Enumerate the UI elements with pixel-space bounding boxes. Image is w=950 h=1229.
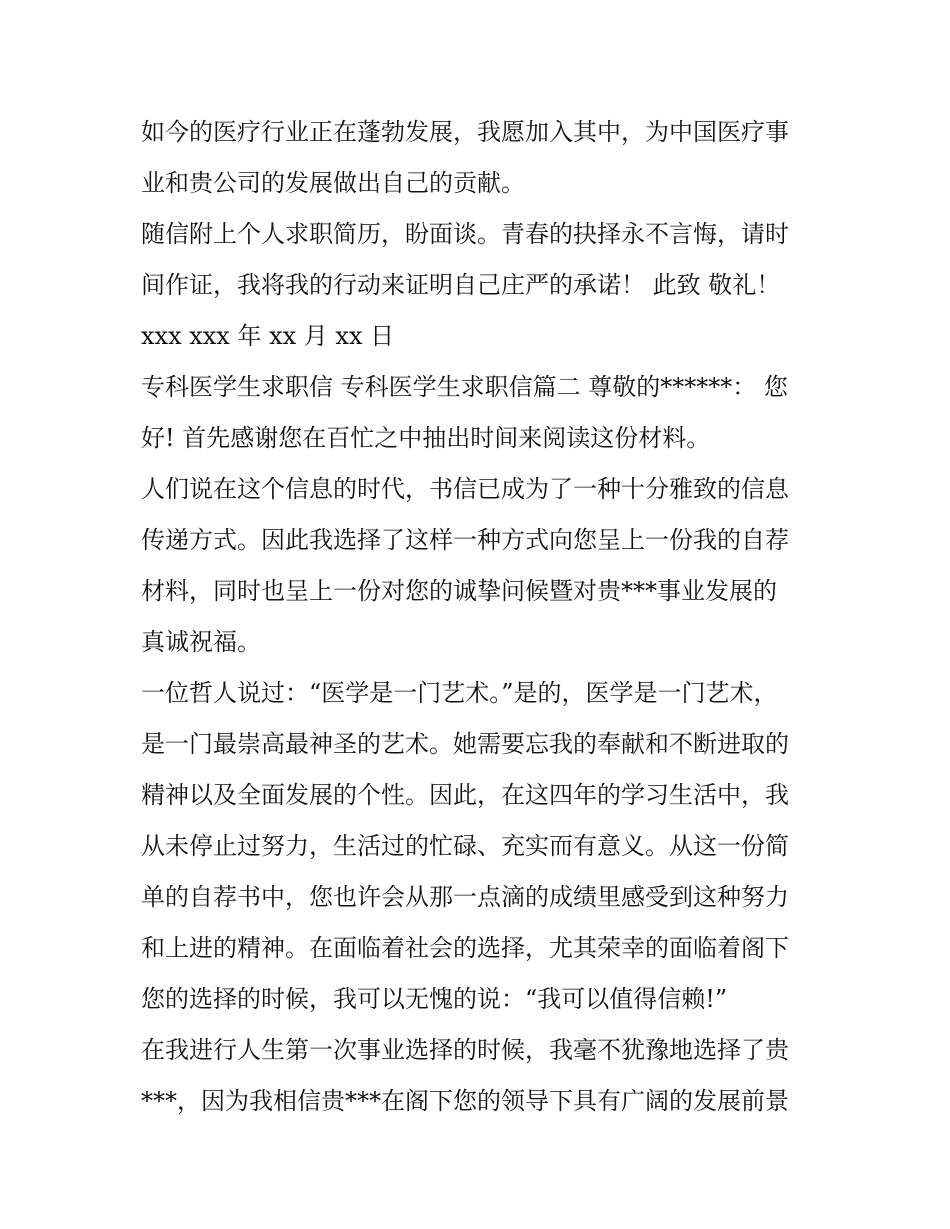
text-line: 间作证，我将我的行动来证明自己庄严的承诺！ 此致 敬礼！ [141, 271, 781, 299]
text-line: ***，因为我相信贵***在阁下您的领导下具有广阔的发展前景 [141, 1087, 789, 1115]
text-line: 如今的医疗行业正在蓬勃发展，我愿加入其中，为中国医疗事 [141, 118, 789, 146]
text-line: 真诚祝福。 [141, 628, 261, 656]
text-line: 是一门最崇高最神圣的艺术。她需要忘我的奉献和不断进取的 [141, 730, 789, 758]
text-line: 从未停止过努力，生活过的忙碌、充实而有意义。从这一份简 [141, 832, 789, 860]
text-line: 一位哲人说过：“医学是一门艺术。”是的，医学是一门艺术， [141, 679, 778, 707]
text-line: 精神以及全面发展的个性。因此，在这四年的学习生活中，我 [141, 781, 789, 809]
letter-body [141, 107, 813, 1127]
text-line: 业和贵公司的发展做出自己的贡献。 [141, 169, 525, 197]
text-line: 专科医学生求职信 专科医学生求职信篇二 尊敬的******： 您 [141, 373, 788, 401]
text-line: 在我进行人生第一次事业选择的时候，我毫不犹豫地选择了贵 [141, 1036, 789, 1064]
text-line: 随信附上个人求职简历，盼面谈。青春的抉择永不言悔，请时 [141, 220, 789, 248]
text-line: 单的自荐书中，您也许会从那一点滴的成绩里感受到这种努力 [141, 883, 789, 911]
text-line: 材料，同时也呈上一份对您的诚挚问候暨对贵***事业发展的 [141, 577, 777, 605]
text-line: 传递方式。因此我选择了这样一种方式向您呈上一份我的自荐 [141, 526, 789, 554]
text-line: 和上进的精神。在面临着社会的选择，尤其荣幸的面临着阁下 [141, 934, 789, 962]
text-line: 好! 首先感谢您在百忙之中抽出时间来阅读这份材料。 [141, 424, 711, 452]
text-line: 人们说在这个信息的时代，书信已成为了一种十分雅致的信息 [141, 475, 789, 503]
text-line: 您的选择的时候，我可以无愧的说：“我可以值得信赖!” [141, 985, 728, 1013]
date-line: xxx xxx 年 xx 月 xx 日 [141, 322, 395, 350]
